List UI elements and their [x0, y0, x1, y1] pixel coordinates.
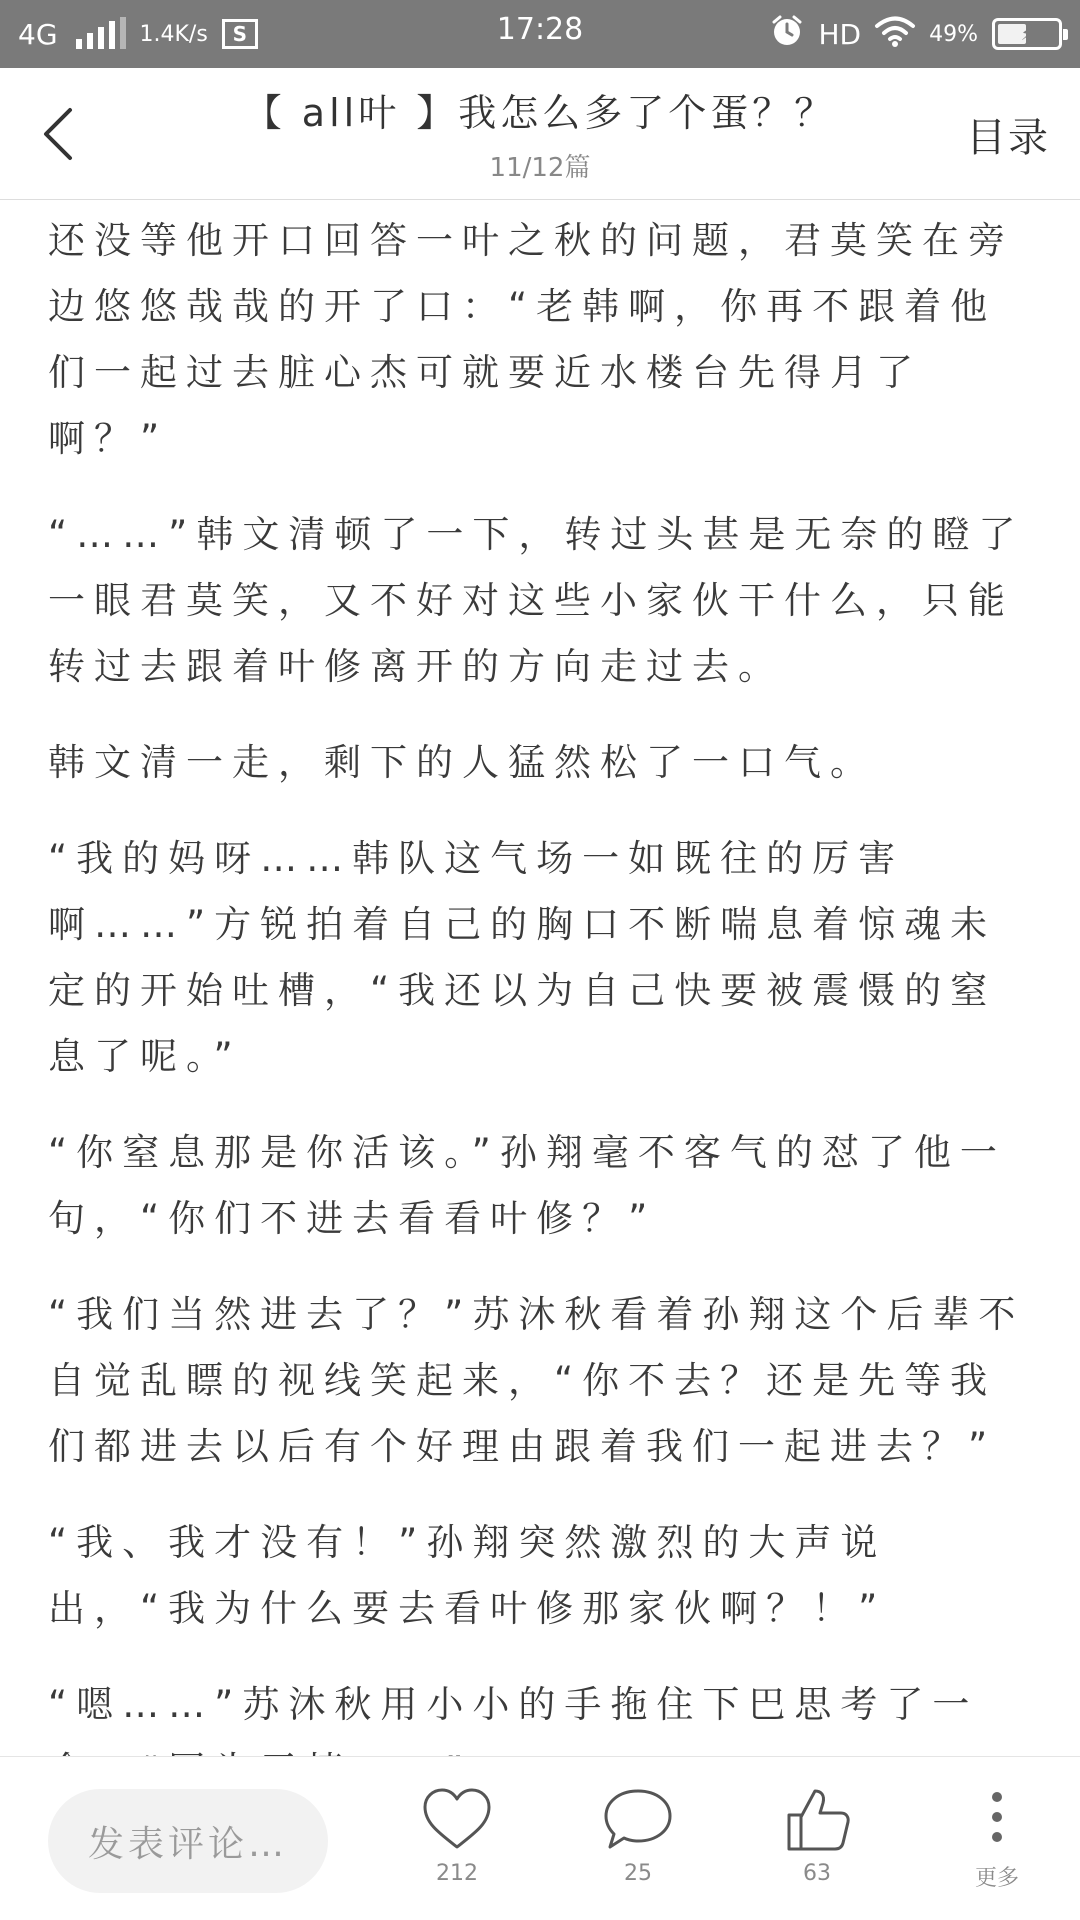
charging-icon: ⚡ — [1020, 23, 1034, 45]
paragraph: 还没等他开口回答一叶之秋的问题，君莫笑在旁边悠悠哉哉的开了口：“老韩啊，你再不跟着他们一起过去脏心杰可就要近水楼台先得月了啊？” — [48, 219, 1014, 460]
like-button[interactable] — [402, 1785, 512, 1886]
battery-icon — [992, 18, 1062, 50]
thumbs-up-button[interactable] — [762, 1785, 872, 1886]
comment-input[interactable]: 发表评论… — [48, 1789, 328, 1893]
heart-icon — [419, 1785, 495, 1853]
toc-button[interactable]: 目录 — [966, 114, 1050, 161]
paragraph: “我们当然进去了？”苏沐秋看着孙翔这个后辈不自觉乱瞟的视线笑起来，“你不去？还是先等我们都进去以后有个好理由跟着我们一起进去？” — [48, 1293, 1025, 1468]
thumbs-count: 63 — [803, 1861, 831, 1886]
thumbs-up-icon — [779, 1785, 855, 1853]
network-type: 4G — [18, 17, 58, 51]
more-label: 更多 — [974, 1866, 1019, 1891]
clock: 17:28 — [496, 12, 584, 47]
like-count: 212 — [436, 1861, 478, 1886]
paragraph: “我的妈呀……韩队这气场一如既往的厉害啊……”方锐拍着自己的胸口不断喘息着惊魂未定的开始吐槽，“我还以为自己快要被震慑的窒息了呢。” — [48, 837, 997, 1078]
screenshot-icon: S — [222, 19, 258, 49]
back-button[interactable] — [28, 104, 88, 164]
paragraph: 韩文清一走，剩下的人猛然松了一口气。 — [48, 741, 876, 784]
more-button[interactable] — [942, 1785, 1052, 1892]
hd-indicator: HD — [818, 17, 862, 51]
paragraph: “我、我才没有！”孙翔突然激烈的大声说出，“我为什么要去看叶修那家伙啊？！” — [48, 1521, 887, 1630]
status-right — [770, 14, 1062, 55]
network-speed: 1.4K/s — [139, 21, 208, 47]
article-content — [0, 200, 1080, 1756]
more-vertical-icon — [977, 1785, 1017, 1853]
comments-button[interactable] — [583, 1785, 693, 1886]
paragraph: “你窒息那是你活该。”孙翔毫不客气的怼了他一句，“你们不进去看看叶修？” — [48, 1131, 1006, 1240]
wifi-icon — [875, 15, 915, 54]
chapter-progress: 11/12篇 — [489, 153, 591, 183]
status-bar — [0, 0, 1080, 68]
status-left — [18, 18, 258, 51]
paragraph: “……”韩文清顿了一下，转过头甚是无奈的瞪了一眼君莫笑，又不好对这些小家伙干什么，只能转过去跟着叶修离开的方向走过去。 — [48, 513, 1025, 688]
battery-percent: 49% — [929, 21, 978, 47]
speech-bubble-icon — [600, 1785, 676, 1853]
comment-count: 25 — [624, 1861, 652, 1886]
back-arrow-icon — [38, 104, 78, 164]
bottom-action-bar — [0, 1756, 1080, 1920]
reader-header — [0, 68, 1080, 200]
chapter-title: 【 all叶 】我怎么多了个蛋？？ — [243, 91, 837, 135]
paragraph: “嗯……”苏沐秋用小小的手拖住下巴思考了一 — [48, 1683, 979, 1726]
title-block — [180, 82, 900, 184]
signal-icon — [76, 19, 126, 49]
alarm-icon — [770, 14, 804, 55]
